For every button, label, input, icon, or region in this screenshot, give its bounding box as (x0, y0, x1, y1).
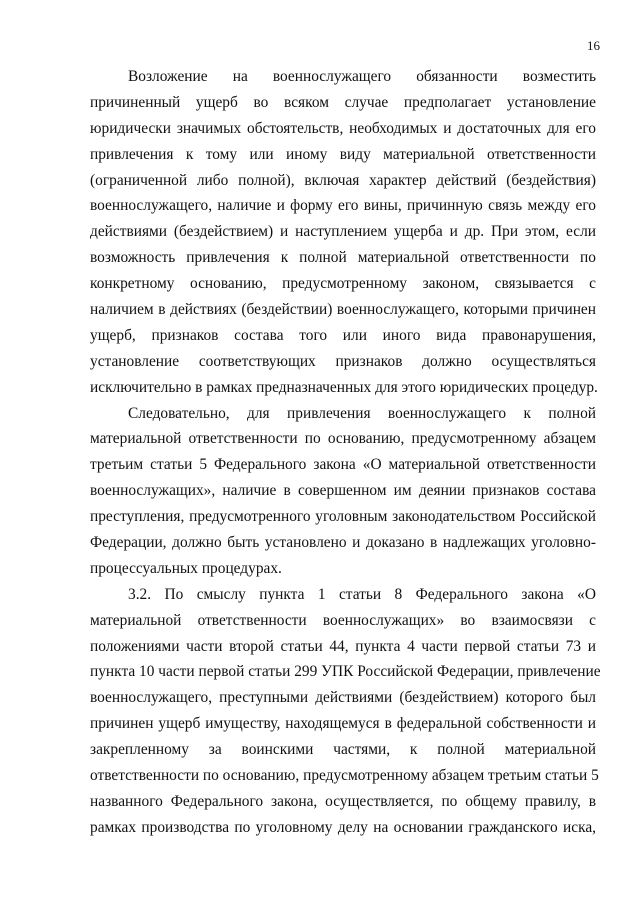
text-line: названного Федерального закона, осуществляется, по общему правилу, в (90, 792, 596, 810)
text-line: установление соответствующих признаков должно осуществляться (90, 352, 596, 370)
paragraph (90, 401, 596, 582)
page-number: 16 (587, 38, 600, 53)
text-line: Возложение на военнослужащего обязанности возместить (128, 68, 596, 85)
text-line: рамках производства по уголовному делу на основании гражданского иска, (90, 818, 596, 836)
paragraph (90, 64, 596, 401)
text-line: пункта 10 части первой статьи 299 УПК Российской Федерации, привлечение (90, 663, 601, 681)
document-body (90, 64, 601, 841)
text-line: военнослужащего, преступными действиями (бездействием) которого был (90, 689, 596, 707)
text-line: конкретному основанию, предусмотренному законом, связывается с (90, 275, 596, 293)
text-line: возможность привлечения к полной материальной ответственности по (90, 249, 596, 267)
text-line: положениями части второй статьи 44, пункта 4 части первой статьи 73 и (90, 637, 596, 655)
text-line: причиненный ущерб во всяком случае предполагает установление (90, 93, 596, 111)
text-line: Федерации, должно быть установлено и доказано в надлежащих уголовно- (90, 534, 596, 552)
text-line: военнослужащего, наличие и форму его вины, причинную связь между его (90, 197, 596, 215)
text-line: (ограниченной либо полной), включая характер действий (бездействия) (90, 171, 596, 189)
text-line: процессуальных процедурах. (90, 559, 282, 577)
text-line: военнослужащих», наличие в совершенном им деянии признаков состава (90, 482, 596, 500)
text-line: материальной ответственности военнослужащих» во взаимосвязи с (90, 611, 596, 629)
text-line: действиями (бездействием) и наступлением ущерба и др. При этом, если (90, 223, 596, 241)
text-line: закрепленному за воинскими частями, к полной материальной (90, 741, 596, 759)
text-line: третьим статьи 5 Федерального закона «О материальной ответственности (90, 456, 596, 474)
text-line: ущерб, признаков состава того или иного вида правонарушения, (90, 326, 596, 344)
text-line: Следовательно, для привлечения военнослужащего к полной (128, 404, 596, 422)
text-line: юридически значимых обстоятельств, необходимых и достаточных для его (90, 119, 596, 137)
text-line: 3.2. По смыслу пункта 1 статьи 8 Федерального закона «О (128, 585, 596, 603)
text-line: наличием в действиях (бездействии) военнослужащего, которыми причинен (90, 301, 596, 319)
text-line: привлечения к тому или иному виду материальной ответственности (90, 145, 596, 163)
text-line: ответственности по основанию, предусмотренному абзацем третьим статьи 5 (90, 767, 599, 785)
text-line: преступления, предусмотренного уголовным законодательством Российской (90, 508, 596, 526)
paragraph (90, 582, 601, 841)
text-line: причинен ущерб имуществу, находящемуся в федеральной собственности и (90, 715, 596, 733)
text-line: исключительно в рамках предназначенных для этого юридических процедур. (90, 378, 598, 396)
text-line: материальной ответственности по основанию, предусмотренному абзацем (90, 430, 596, 448)
